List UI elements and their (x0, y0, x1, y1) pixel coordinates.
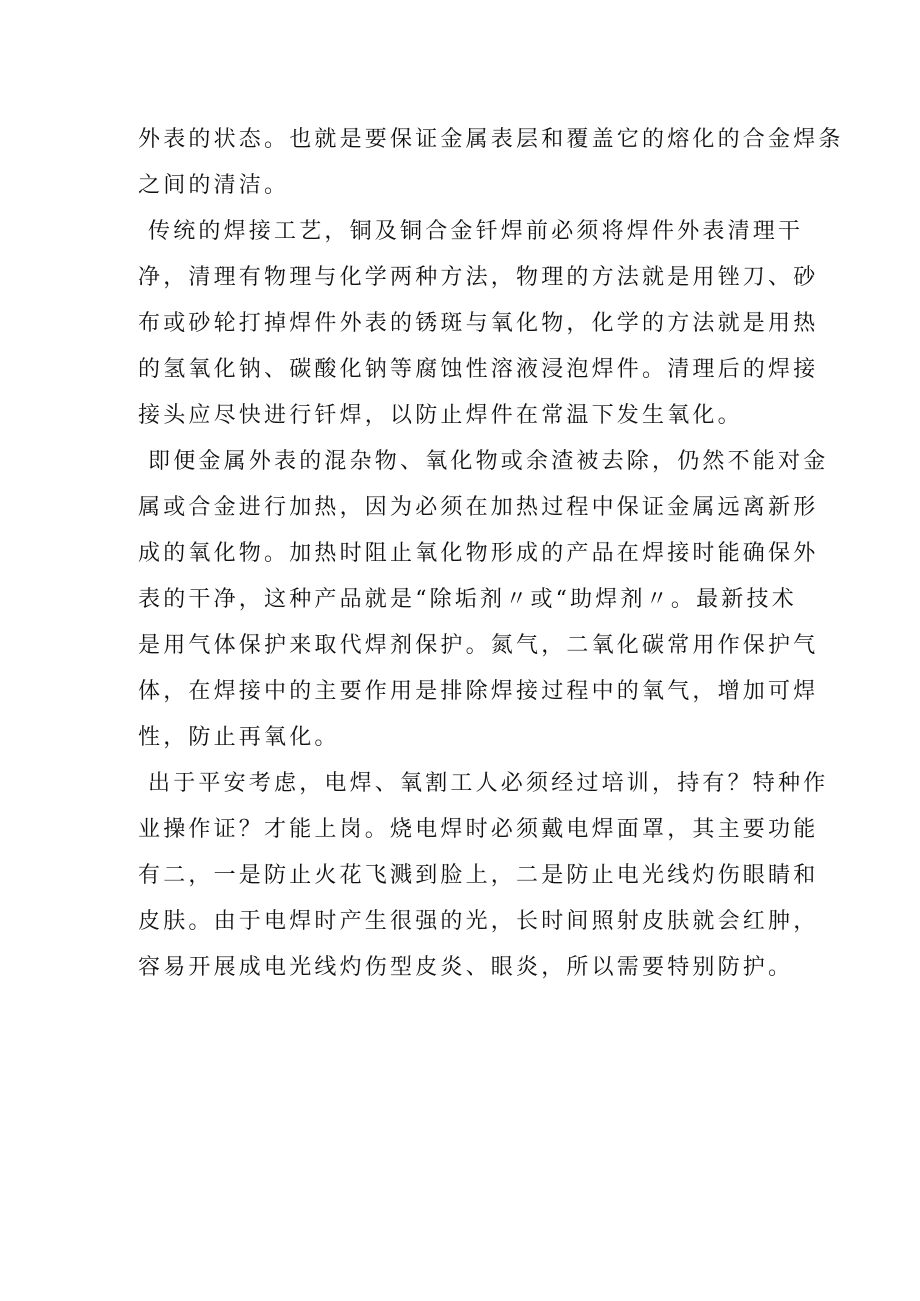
text-line: 表的干净，这种产品就是“除垢剂〃或“助焊剂〃。最新技术 (138, 587, 797, 612)
text-line: 皮肤。由于电焊时产生很强的光，长时间照射皮肤就会红肿， (138, 909, 819, 934)
text-line: 成的氧化物。加热时阻止氧化物形成的产品在焊接时能确保外 (138, 541, 819, 566)
paragraph-start-line: 出于平安考虑，电焊、氧割工人必须经过培训，持有？特种作 (148, 771, 829, 796)
text-line: 净，清理有物理与化学两种方法，物理的方法就是用锉刀、砂 (138, 265, 819, 290)
text-line: 外表的状态。也就是要保证金属表层和覆盖它的熔化的合金焊条 (138, 127, 844, 152)
text-line: 体，在焊接中的主要作用是排除焊接过程中的氧气，增加可焊 (138, 679, 819, 704)
text-line: 业操作证？才能上岗。烧电焊时必须戴电焊面罩，其主要功能 (138, 817, 819, 842)
text-line: 接头应尽快进行钎焊，以防止焊件在常温下发生氧化。 (138, 403, 743, 428)
text-line: 性，防止再氧化。 (138, 725, 340, 750)
text-line: 的氢氧化钠、碳酸化钠等腐蚀性溶液浸泡焊件。清理后的焊接 (138, 357, 819, 382)
paragraph-start-line: 即便金属外表的混杂物、氧化物或余渣被去除，仍然不能对金 (148, 449, 829, 474)
text-line: 有二，一是防止火花飞溅到脸上，二是防止电光线灼伤眼睛和 (138, 863, 819, 888)
text-line: 是用气体保护来取代焊剂保护。氮气，二氧化碳常用作保护气 (138, 633, 819, 658)
text-line: 之间的清洁。 (138, 173, 290, 198)
paragraph-start-line: 传统的焊接工艺，铜及铜合金钎焊前必须将焊件外表清理干 (148, 219, 804, 244)
body-text (138, 117, 844, 991)
text-line: 容易开展成电光线灼伤型皮炎、眼炎，所以需要特别防护。 (138, 955, 794, 980)
text-line: 属或合金进行加热，因为必须在加热过程中保证金属远离新形 (138, 495, 819, 520)
text-line: 布或砂轮打掉焊件外表的锈斑与氧化物，化学的方法就是用热 (138, 311, 819, 336)
